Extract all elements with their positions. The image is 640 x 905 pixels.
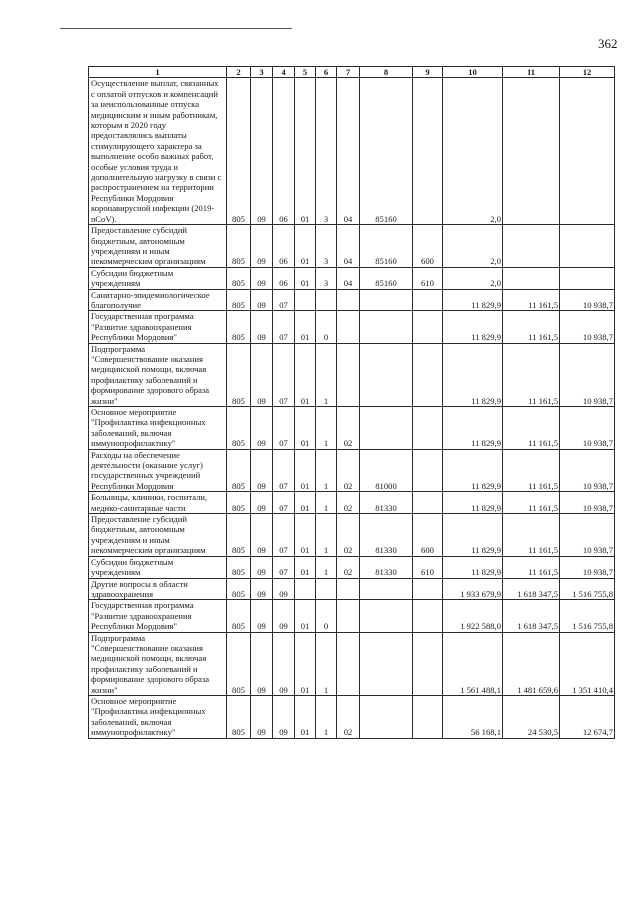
cell-direction bbox=[360, 632, 413, 695]
cell-subprogram: 3 bbox=[316, 78, 337, 225]
budget-table bbox=[88, 66, 615, 739]
cell-amount-2022: 1 618 347,5 bbox=[503, 600, 560, 632]
cell-event: 04 bbox=[337, 267, 360, 289]
cell-expense-type bbox=[413, 343, 443, 406]
cell-direction bbox=[360, 578, 413, 600]
cell-section: 09 bbox=[251, 343, 273, 406]
table-row bbox=[89, 78, 615, 225]
cell-name: Государственная программа "Развитие здравоохранения Республики Мордовия" bbox=[89, 600, 227, 632]
cell-name: Государственная программа "Развитие здравоохранения Республики Мордовия" bbox=[89, 311, 227, 343]
cell-name: Больницы, клиники, госпитали, медико-санитарные части bbox=[89, 492, 227, 514]
cell-direction: 81000 bbox=[360, 449, 413, 492]
cell-program bbox=[295, 289, 316, 311]
cell-program: 01 bbox=[295, 311, 316, 343]
header-cell-1: 1 bbox=[89, 67, 227, 78]
cell-section: 09 bbox=[251, 289, 273, 311]
header-cell-7: 7 bbox=[337, 67, 360, 78]
cell-section: 09 bbox=[251, 78, 273, 225]
cell-section: 09 bbox=[251, 311, 273, 343]
cell-subsection: 09 bbox=[273, 600, 295, 632]
cell-amount-2022: 11 161,5 bbox=[503, 289, 560, 311]
cell-subsection: 06 bbox=[273, 225, 295, 268]
cell-amount-2023: 1 351 410,4 bbox=[560, 632, 615, 695]
cell-amount-2021: 11 829,9 bbox=[443, 311, 503, 343]
cell-program: 01 bbox=[295, 600, 316, 632]
cell-admin-code: 805 bbox=[227, 492, 251, 514]
cell-amount-2022 bbox=[503, 267, 560, 289]
cell-amount-2023: 1 516 755,8 bbox=[560, 600, 615, 632]
cell-subprogram bbox=[316, 289, 337, 311]
cell-amount-2023 bbox=[560, 267, 615, 289]
cell-event: 04 bbox=[337, 225, 360, 268]
cell-admin-code: 805 bbox=[227, 311, 251, 343]
cell-subprogram: 0 bbox=[316, 311, 337, 343]
cell-admin-code: 805 bbox=[227, 632, 251, 695]
cell-amount-2021: 2,0 bbox=[443, 78, 503, 225]
cell-name: Субсидии бюджетным учреждениям bbox=[89, 556, 227, 578]
table-row bbox=[89, 449, 615, 492]
cell-section: 09 bbox=[251, 492, 273, 514]
cell-direction bbox=[360, 600, 413, 632]
cell-subsection: 07 bbox=[273, 449, 295, 492]
header-cell-12: 12 bbox=[560, 67, 615, 78]
cell-event: 02 bbox=[337, 514, 360, 557]
cell-admin-code: 805 bbox=[227, 225, 251, 268]
cell-event: 02 bbox=[337, 407, 360, 450]
cell-subprogram: 1 bbox=[316, 492, 337, 514]
top-rule bbox=[60, 28, 292, 29]
cell-program: 01 bbox=[295, 225, 316, 268]
cell-admin-code: 805 bbox=[227, 578, 251, 600]
cell-section: 09 bbox=[251, 449, 273, 492]
cell-subprogram: 3 bbox=[316, 225, 337, 268]
cell-admin-code: 805 bbox=[227, 343, 251, 406]
cell-direction bbox=[360, 289, 413, 311]
header-cell-10: 10 bbox=[443, 67, 503, 78]
cell-subprogram: 1 bbox=[316, 514, 337, 557]
cell-program: 01 bbox=[295, 492, 316, 514]
cell-section: 09 bbox=[251, 556, 273, 578]
cell-section: 09 bbox=[251, 225, 273, 268]
cell-subsection: 07 bbox=[273, 514, 295, 557]
table-row bbox=[89, 289, 615, 311]
cell-subprogram: 3 bbox=[316, 267, 337, 289]
cell-event bbox=[337, 289, 360, 311]
cell-program bbox=[295, 578, 316, 600]
cell-name: Предоставление субсидий бюджетным, автономным учреждениям и иным некоммерческим организациям bbox=[89, 514, 227, 557]
cell-amount-2023: 10 938,7 bbox=[560, 556, 615, 578]
cell-event bbox=[337, 632, 360, 695]
cell-event: 02 bbox=[337, 695, 360, 738]
cell-name: Предоставление субсидий бюджетным, автономным учреждениям и иным некоммерческим организациям bbox=[89, 225, 227, 268]
cell-amount-2021: 11 829,9 bbox=[443, 556, 503, 578]
cell-subsection: 07 bbox=[273, 407, 295, 450]
cell-amount-2023 bbox=[560, 225, 615, 268]
cell-section: 09 bbox=[251, 600, 273, 632]
header-cell-11: 11 bbox=[503, 67, 560, 78]
cell-amount-2023: 10 938,7 bbox=[560, 407, 615, 450]
cell-amount-2021: 11 829,9 bbox=[443, 407, 503, 450]
cell-section: 09 bbox=[251, 632, 273, 695]
cell-amount-2023 bbox=[560, 78, 615, 225]
cell-direction bbox=[360, 407, 413, 450]
cell-subsection: 09 bbox=[273, 578, 295, 600]
table-row bbox=[89, 600, 615, 632]
cell-program: 01 bbox=[295, 695, 316, 738]
cell-expense-type bbox=[413, 492, 443, 514]
cell-expense-type bbox=[413, 289, 443, 311]
page-number: 362 bbox=[598, 36, 618, 51]
cell-name: Подпрограмма "Совершенствование оказания медицинской помощи, включая профилактику заболеваний и формирование здорового образа жизни" bbox=[89, 632, 227, 695]
cell-admin-code: 805 bbox=[227, 289, 251, 311]
cell-subsection: 07 bbox=[273, 492, 295, 514]
cell-direction: 85160 bbox=[360, 78, 413, 225]
cell-amount-2023: 10 938,7 bbox=[560, 311, 615, 343]
cell-expense-type: 610 bbox=[413, 267, 443, 289]
cell-subprogram: 1 bbox=[316, 407, 337, 450]
cell-subprogram: 0 bbox=[316, 600, 337, 632]
cell-subsection: 07 bbox=[273, 343, 295, 406]
cell-subprogram: 1 bbox=[316, 695, 337, 738]
cell-amount-2023: 10 938,7 bbox=[560, 449, 615, 492]
cell-amount-2022: 11 161,5 bbox=[503, 514, 560, 557]
cell-subsection: 07 bbox=[273, 311, 295, 343]
header-cell-8: 8 bbox=[360, 67, 413, 78]
cell-amount-2023: 10 938,7 bbox=[560, 514, 615, 557]
table-row bbox=[89, 492, 615, 514]
table-row bbox=[89, 556, 615, 578]
cell-admin-code: 805 bbox=[227, 514, 251, 557]
cell-subsection: 09 bbox=[273, 695, 295, 738]
cell-event: 02 bbox=[337, 492, 360, 514]
cell-direction bbox=[360, 695, 413, 738]
table-row bbox=[89, 632, 615, 695]
cell-amount-2022: 11 161,5 bbox=[503, 449, 560, 492]
cell-program: 01 bbox=[295, 449, 316, 492]
cell-name: Подпрограмма "Совершенствование оказания медицинской помощи, включая профилактику заболеваний и формирование здорового образа жизни" bbox=[89, 343, 227, 406]
cell-amount-2021: 11 829,9 bbox=[443, 449, 503, 492]
cell-direction bbox=[360, 343, 413, 406]
cell-expense-type bbox=[413, 632, 443, 695]
cell-expense-type bbox=[413, 695, 443, 738]
cell-amount-2021: 2,0 bbox=[443, 225, 503, 268]
cell-subsection: 06 bbox=[273, 78, 295, 225]
cell-amount-2022: 1 618 347,5 bbox=[503, 578, 560, 600]
header-cell-3: 3 bbox=[251, 67, 273, 78]
cell-subprogram: 1 bbox=[316, 632, 337, 695]
cell-amount-2022: 11 161,5 bbox=[503, 492, 560, 514]
cell-amount-2022: 11 161,5 bbox=[503, 556, 560, 578]
cell-direction bbox=[360, 311, 413, 343]
table-row bbox=[89, 225, 615, 268]
cell-program: 01 bbox=[295, 556, 316, 578]
cell-subsection: 07 bbox=[273, 556, 295, 578]
table-row bbox=[89, 267, 615, 289]
cell-section: 09 bbox=[251, 695, 273, 738]
cell-subsection: 09 bbox=[273, 632, 295, 695]
cell-direction: 85160 bbox=[360, 225, 413, 268]
header-cell-9: 9 bbox=[413, 67, 443, 78]
cell-expense-type: 600 bbox=[413, 225, 443, 268]
cell-event: 02 bbox=[337, 449, 360, 492]
cell-program: 01 bbox=[295, 632, 316, 695]
table-header-row bbox=[89, 67, 615, 78]
cell-admin-code: 805 bbox=[227, 695, 251, 738]
cell-expense-type bbox=[413, 578, 443, 600]
cell-program: 01 bbox=[295, 514, 316, 557]
cell-amount-2023: 10 938,7 bbox=[560, 343, 615, 406]
cell-program: 01 bbox=[295, 407, 316, 450]
cell-name: Субсидии бюджетным учреждениям bbox=[89, 267, 227, 289]
cell-direction: 85160 bbox=[360, 267, 413, 289]
cell-event bbox=[337, 343, 360, 406]
cell-amount-2022: 1 481 659,6 bbox=[503, 632, 560, 695]
cell-program: 01 bbox=[295, 267, 316, 289]
cell-amount-2021: 11 829,9 bbox=[443, 492, 503, 514]
cell-amount-2021: 1 922 588,0 bbox=[443, 600, 503, 632]
cell-event bbox=[337, 578, 360, 600]
cell-event bbox=[337, 600, 360, 632]
header-cell-2: 2 bbox=[227, 67, 251, 78]
cell-amount-2023: 12 674,7 bbox=[560, 695, 615, 738]
header-cell-5: 5 bbox=[295, 67, 316, 78]
cell-program: 01 bbox=[295, 343, 316, 406]
cell-admin-code: 805 bbox=[227, 267, 251, 289]
cell-admin-code: 805 bbox=[227, 449, 251, 492]
cell-amount-2021: 56 168,1 bbox=[443, 695, 503, 738]
cell-amount-2022 bbox=[503, 225, 560, 268]
cell-amount-2021: 11 829,9 bbox=[443, 514, 503, 557]
cell-expense-type bbox=[413, 407, 443, 450]
cell-amount-2022: 24 530,5 bbox=[503, 695, 560, 738]
cell-name: Санитарно-эпидемиологическое благополучие bbox=[89, 289, 227, 311]
header-cell-4: 4 bbox=[273, 67, 295, 78]
cell-expense-type bbox=[413, 78, 443, 225]
cell-admin-code: 805 bbox=[227, 407, 251, 450]
cell-subsection: 07 bbox=[273, 289, 295, 311]
cell-event bbox=[337, 311, 360, 343]
cell-name: Другие вопросы в области здравоохранения bbox=[89, 578, 227, 600]
cell-amount-2022: 11 161,5 bbox=[503, 311, 560, 343]
cell-direction: 81330 bbox=[360, 514, 413, 557]
table-row bbox=[89, 407, 615, 450]
cell-name: Расходы на обеспечение деятельности (оказание услуг) государственных учреждений Республики Мордовия bbox=[89, 449, 227, 492]
cell-expense-type bbox=[413, 600, 443, 632]
cell-name: Осуществление выплат, связанных с оплатой отпусков и компенсаций за неиспользованные отпуска медицинским и иным работникам, которым в 2020 году предоставлялись выплаты стимулирующего характера за выполнение особо важных работ, особые условия труда и дополнительную нагрузку в связи с распространением на территории Республики Мордовия коронавирусной инфекции (2019-nCoV). bbox=[89, 78, 227, 225]
header-cell-6: 6 bbox=[316, 67, 337, 78]
cell-subprogram: 1 bbox=[316, 343, 337, 406]
cell-section: 09 bbox=[251, 407, 273, 450]
cell-amount-2023: 10 938,7 bbox=[560, 289, 615, 311]
cell-expense-type: 600 bbox=[413, 514, 443, 557]
cell-amount-2022: 11 161,5 bbox=[503, 343, 560, 406]
cell-program: 01 bbox=[295, 78, 316, 225]
table-row bbox=[89, 311, 615, 343]
cell-expense-type bbox=[413, 449, 443, 492]
cell-amount-2022 bbox=[503, 78, 560, 225]
table-row bbox=[89, 578, 615, 600]
cell-direction: 81330 bbox=[360, 492, 413, 514]
cell-direction: 81330 bbox=[360, 556, 413, 578]
cell-subprogram bbox=[316, 578, 337, 600]
cell-name: Основное мероприятие "Профилактика инфекционных заболеваний, включая иммунопрофилактику" bbox=[89, 695, 227, 738]
cell-section: 09 bbox=[251, 514, 273, 557]
cell-admin-code: 805 bbox=[227, 600, 251, 632]
cell-amount-2023: 10 938,7 bbox=[560, 492, 615, 514]
cell-section: 09 bbox=[251, 578, 273, 600]
cell-amount-2021: 1 933 679,9 bbox=[443, 578, 503, 600]
cell-amount-2022: 11 161,5 bbox=[503, 407, 560, 450]
cell-section: 09 bbox=[251, 267, 273, 289]
cell-amount-2021: 11 829,9 bbox=[443, 289, 503, 311]
cell-subsection: 06 bbox=[273, 267, 295, 289]
cell-amount-2021: 1 561 488,1 bbox=[443, 632, 503, 695]
cell-admin-code: 805 bbox=[227, 78, 251, 225]
cell-subprogram: 1 bbox=[316, 556, 337, 578]
cell-expense-type: 610 bbox=[413, 556, 443, 578]
cell-expense-type bbox=[413, 311, 443, 343]
cell-name: Основное мероприятие "Профилактика инфекционных заболеваний, включая иммунопрофилактику" bbox=[89, 407, 227, 450]
cell-amount-2023: 1 516 755,8 bbox=[560, 578, 615, 600]
cell-amount-2021: 2,0 bbox=[443, 267, 503, 289]
cell-subprogram: 1 bbox=[316, 449, 337, 492]
table-row bbox=[89, 343, 615, 406]
cell-event: 04 bbox=[337, 78, 360, 225]
cell-admin-code: 805 bbox=[227, 556, 251, 578]
cell-event: 02 bbox=[337, 556, 360, 578]
cell-amount-2021: 11 829,9 bbox=[443, 343, 503, 406]
table-row bbox=[89, 695, 615, 738]
table-row bbox=[89, 514, 615, 557]
